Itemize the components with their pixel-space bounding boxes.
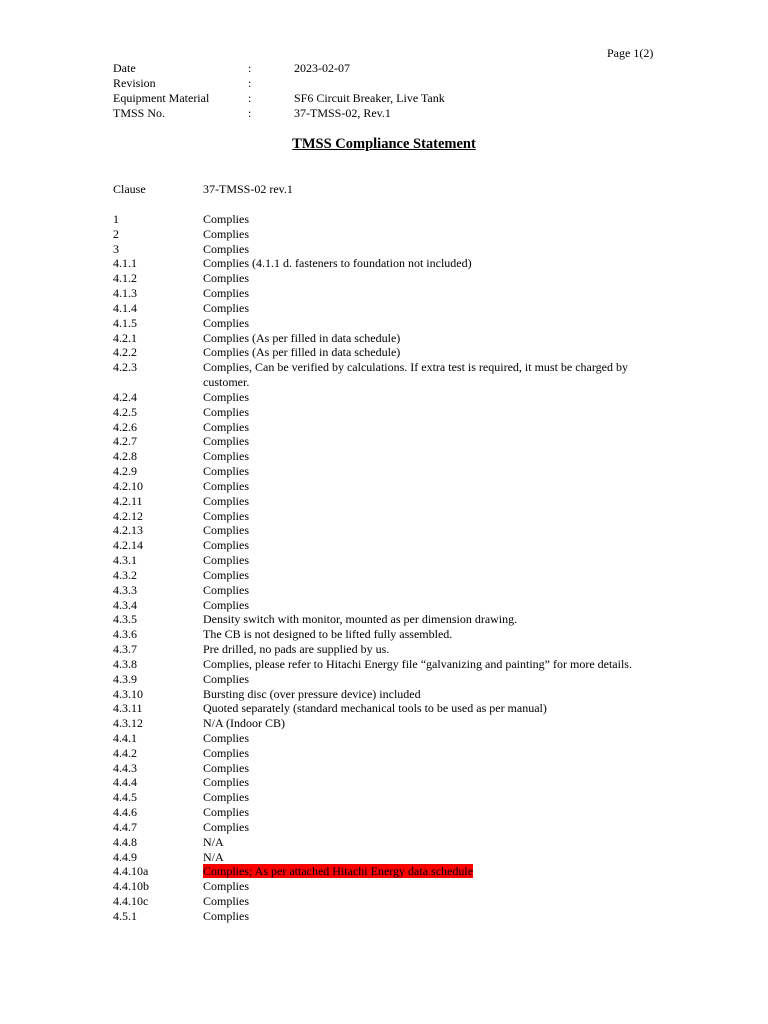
clause-row bbox=[113, 805, 673, 820]
clause-row bbox=[113, 701, 673, 716]
clause-number: 4.2.10 bbox=[113, 478, 143, 493]
clause-number: 1 bbox=[113, 212, 119, 226]
clause-number: 3 bbox=[113, 241, 119, 256]
clause-number: 4.3.1 bbox=[113, 553, 137, 568]
clause-row bbox=[113, 390, 673, 405]
clause-statement: Complies bbox=[203, 271, 250, 286]
clause-number: 4.1.1 bbox=[113, 256, 137, 271]
clause-statement: Complies bbox=[203, 790, 250, 805]
clause-statement: Complies bbox=[203, 582, 250, 597]
spec-column-header: 37-TMSS-02 rev.1 bbox=[203, 182, 293, 196]
clause-row bbox=[113, 627, 673, 642]
clause-row bbox=[113, 212, 673, 227]
clause-number: 4.4.10c bbox=[113, 894, 149, 909]
clause-number: 4.1.3 bbox=[113, 286, 137, 301]
clause-row bbox=[113, 271, 673, 286]
meta-value: 37-TMSS-02, Rev.1 bbox=[294, 106, 391, 120]
clause-statement: Complies bbox=[203, 567, 250, 582]
clause-row bbox=[113, 598, 673, 613]
meta-label: Revision bbox=[113, 76, 156, 90]
clause-statement: Complies bbox=[203, 449, 250, 464]
clause-row bbox=[113, 672, 673, 687]
clause-number: 4.4.3 bbox=[113, 760, 137, 775]
clause-row bbox=[113, 731, 673, 746]
clause-row bbox=[113, 434, 673, 449]
clause-statement-highlighted: Complies; As per attached Hitachi Energy data schedule bbox=[203, 864, 474, 879]
clause-statement: Complies bbox=[203, 805, 250, 820]
clause-row bbox=[113, 864, 673, 879]
meta-label: Equipment Material bbox=[113, 91, 210, 105]
clause-row bbox=[113, 479, 673, 494]
clause-statement: Complies bbox=[203, 908, 250, 923]
meta-label: Date bbox=[113, 61, 136, 75]
clause-statement: Complies bbox=[203, 300, 250, 315]
clause-row bbox=[113, 612, 673, 627]
clause-row bbox=[113, 553, 673, 568]
clause-statement: Complies bbox=[203, 419, 250, 434]
clause-number: 4.2.11 bbox=[113, 493, 143, 508]
clause-statement: N/A bbox=[203, 834, 224, 849]
clause-number: 4.3.10 bbox=[113, 686, 143, 701]
clause-column-header: Clause bbox=[113, 182, 146, 196]
clause-statement: Complies bbox=[203, 493, 250, 508]
clause-row bbox=[113, 242, 673, 257]
clause-number: 4.2.2 bbox=[113, 345, 137, 360]
clause-number: 4.1.5 bbox=[113, 315, 137, 330]
meta-row-equipment bbox=[113, 91, 613, 106]
clause-statement: N/A bbox=[203, 849, 224, 864]
meta-separator: : bbox=[248, 61, 252, 75]
clause-statement: Complies bbox=[203, 404, 250, 419]
clause-statement: Complies bbox=[203, 879, 250, 894]
clause-statement: Complies bbox=[203, 389, 250, 404]
clause-statement-cell bbox=[203, 864, 673, 879]
clause-row bbox=[113, 420, 673, 435]
clause-number: 4.4.7 bbox=[113, 819, 137, 834]
clause-statement: Complies bbox=[203, 553, 250, 568]
clause-statement: Complies bbox=[203, 597, 250, 612]
clause-number: 4.2.7 bbox=[113, 434, 137, 449]
clause-statement: Complies bbox=[203, 508, 250, 523]
clause-statement: Density switch with monitor, mounted as per dimension drawing. bbox=[203, 612, 518, 627]
clause-number: 4.4.5 bbox=[113, 790, 137, 805]
clause-statement: Complies, please refer to Hitachi Energy file “galvanizing and painting” for more details. bbox=[203, 656, 632, 671]
clause-number: 4.2.14 bbox=[113, 538, 143, 553]
clause-statement: N/A (Indoor CB) bbox=[203, 716, 285, 731]
clause-row bbox=[113, 657, 673, 672]
clause-number: 2 bbox=[113, 226, 119, 241]
document-title: TMSS Compliance Statement bbox=[292, 136, 476, 152]
clause-statement: Complies (As per filled in data schedule) bbox=[203, 345, 401, 360]
clause-row bbox=[113, 494, 673, 509]
clause-row bbox=[113, 345, 673, 360]
clause-number: 4.4.10b bbox=[113, 879, 149, 894]
clause-row bbox=[113, 227, 673, 242]
clause-row bbox=[113, 850, 673, 865]
clause-row bbox=[113, 523, 673, 538]
meta-row-revision bbox=[113, 76, 613, 91]
clause-statement: Complies bbox=[203, 434, 250, 449]
clause-statement: Complies bbox=[203, 894, 250, 909]
meta-row-date bbox=[113, 61, 613, 76]
clause-number: 4.1.2 bbox=[113, 271, 137, 286]
clause-statement: Complies (As per filled in data schedule) bbox=[203, 330, 401, 345]
clause-number: 4.4.4 bbox=[113, 775, 137, 790]
clause-number: 4.2.4 bbox=[113, 389, 137, 404]
clause-row bbox=[113, 909, 673, 924]
page-number: Page 1(2) bbox=[607, 46, 654, 60]
clause-number: 4.3.8 bbox=[113, 656, 137, 671]
clause-statement: Complies bbox=[203, 464, 250, 479]
clause-number: 4.3.7 bbox=[113, 642, 137, 657]
clause-statement: Complies bbox=[203, 315, 250, 330]
clause-number: 4.2.1 bbox=[113, 330, 137, 345]
meta-separator: : bbox=[248, 91, 252, 105]
clause-statement: Complies bbox=[203, 523, 250, 538]
clause-row bbox=[113, 538, 673, 553]
clause-statement: The CB is not designed to be lifted fully assembled. bbox=[203, 627, 453, 642]
clause-statement: Complies bbox=[203, 730, 250, 745]
meta-separator: : bbox=[248, 76, 252, 90]
clause-number: 4.5.1 bbox=[113, 908, 137, 923]
clause-number: 4.1.4 bbox=[113, 300, 137, 315]
document-meta bbox=[113, 61, 613, 121]
clause-statement: Pre drilled, no pads are supplied by us. bbox=[203, 642, 390, 657]
clause-row bbox=[113, 509, 673, 524]
clause-number: 4.4.10a bbox=[113, 864, 149, 879]
clause-row bbox=[113, 568, 673, 583]
clause-number: 4.2.5 bbox=[113, 404, 137, 419]
clause-statement: Complies bbox=[203, 241, 250, 256]
clause-number: 4.2.8 bbox=[113, 449, 137, 464]
clause-number: 4.2.6 bbox=[113, 419, 137, 434]
clause-number: 4.2.13 bbox=[113, 523, 143, 538]
clause-row bbox=[113, 835, 673, 850]
clause-row bbox=[113, 775, 673, 790]
clause-number: 4.4.2 bbox=[113, 745, 137, 760]
clause-statement: Complies bbox=[203, 745, 250, 760]
clause-row bbox=[113, 687, 673, 702]
clause-row bbox=[113, 301, 673, 316]
clause-statement: Complies bbox=[203, 286, 250, 301]
clause-statement: Complies bbox=[203, 478, 250, 493]
clause-number: 4.4.8 bbox=[113, 834, 137, 849]
clause-statement: Complies, Can be verified by calculations. If extra test is required, it must be charged by customer. bbox=[203, 360, 628, 390]
clause-row bbox=[113, 331, 673, 346]
meta-row-tmss bbox=[113, 106, 613, 121]
meta-separator: : bbox=[248, 106, 252, 120]
clause-number: 4.3.9 bbox=[113, 671, 137, 686]
clause-statement: Quoted separately (standard mechanical tools to be used as per manual) bbox=[203, 701, 547, 716]
clause-statement: Complies bbox=[203, 212, 250, 226]
clause-row bbox=[113, 405, 673, 420]
clause-number: 4.2.3 bbox=[113, 360, 137, 375]
clause-number: 4.4.9 bbox=[113, 849, 137, 864]
clause-statement: Complies bbox=[203, 760, 250, 775]
clause-number: 4.2.9 bbox=[113, 464, 137, 479]
meta-value: SF6 Circuit Breaker, Live Tank bbox=[294, 91, 445, 105]
clause-row bbox=[113, 894, 673, 909]
clause-row bbox=[113, 464, 673, 479]
clause-statement: Bursting disc (over pressure device) included bbox=[203, 686, 421, 701]
clause-statement: Complies bbox=[203, 775, 250, 790]
clause-number: 4.4.6 bbox=[113, 805, 137, 820]
clause-row bbox=[113, 879, 673, 894]
clause-statement: Complies bbox=[203, 819, 250, 834]
clause-row bbox=[113, 449, 673, 464]
clause-statement: Complies bbox=[203, 538, 250, 553]
clause-number: 4.4.1 bbox=[113, 730, 137, 745]
clause-statement: Complies (4.1.1 d. fasteners to foundation not included) bbox=[203, 256, 472, 271]
clause-statement: Complies bbox=[203, 671, 250, 686]
clause-row bbox=[113, 716, 673, 731]
clause-row bbox=[113, 583, 673, 598]
clause-row bbox=[113, 746, 673, 761]
clause-row bbox=[113, 256, 673, 271]
clause-row bbox=[113, 820, 673, 835]
clause-number: 4.3.11 bbox=[113, 701, 143, 716]
clause-row bbox=[113, 761, 673, 776]
clause-row bbox=[113, 642, 673, 657]
clause-number: 4.3.2 bbox=[113, 567, 137, 582]
clause-number: 4.3.3 bbox=[113, 582, 137, 597]
clause-row bbox=[113, 360, 673, 390]
clause-number: 4.3.4 bbox=[113, 597, 137, 612]
clause-number: 4.3.6 bbox=[113, 627, 137, 642]
clause-number: 4.2.12 bbox=[113, 508, 143, 523]
clause-list bbox=[113, 212, 673, 924]
clause-row bbox=[113, 790, 673, 805]
clause-number: 4.3.12 bbox=[113, 716, 143, 731]
clause-statement: Complies bbox=[203, 226, 250, 241]
meta-label: TMSS No. bbox=[113, 106, 166, 120]
clause-number: 4.3.5 bbox=[113, 612, 137, 627]
clause-row bbox=[113, 286, 673, 301]
clause-row bbox=[113, 316, 673, 331]
meta-value: 2023-02-07 bbox=[294, 61, 350, 75]
